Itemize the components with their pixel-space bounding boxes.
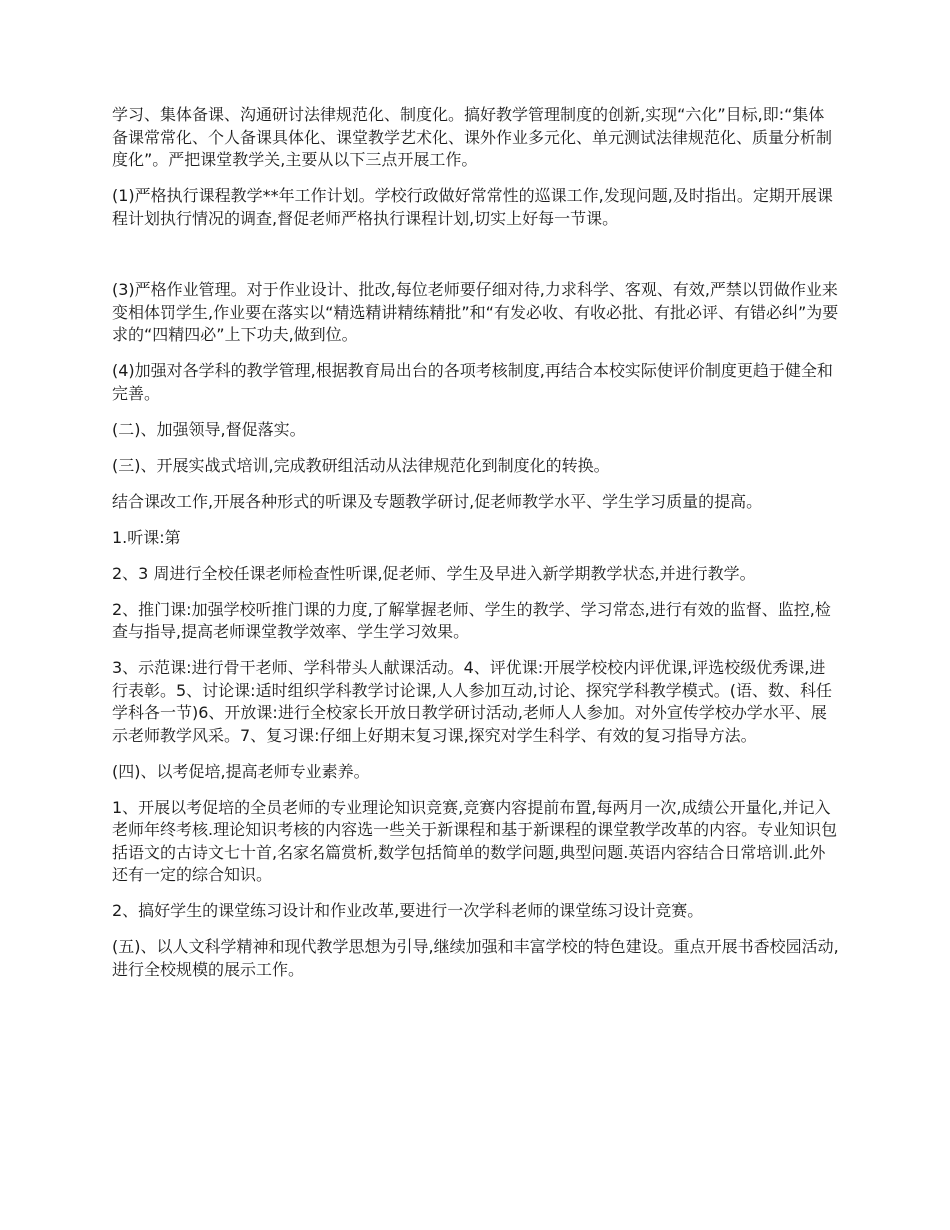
section-heading-2: (二)、加强领导,督促落实。: [112, 419, 306, 439]
section-heading-4: (四)、以考促培,提高老师专业素养。: [112, 761, 370, 781]
paragraph-lesson-observation: 1.听课:第: [112, 527, 181, 547]
paragraph-lesson-types: 3、示范课:进行骨干老师、学科带头人献课活动。4、评优课:开展学校校内评优课,评选校级优秀课,进行表彰。5、讨论课:适时组织学科教学讨论课,人人参加互动,讨论、探究学科教学模式。(语、数、科任学科各一节)6、开放课:进行全校家长开放日教学研讨活动,老师人人参加。对外宣传学校办学水平、展示老师教学风采。7、复习课:仔细上好期末复习课,探究对学生科学、有效的复习指导方法。: [112, 658, 832, 745]
section-heading-3: (三)、开展实战式培训,完成教研组活动从法律规范化到制度化的转换。: [112, 455, 610, 475]
paragraph-item-1: (1)严格执行课程教学**年工作计划。学校行政做好常常性的巡课工作,发现问题,及时指出。定期开展课程计划执行情况的调查,督促老师严格执行课程计划,切实上好每一节课。: [112, 186, 833, 228]
section-heading-5: (五)、以人文科学精神和现代教学思想为引导,继续加强和丰富学校的特色建设。重点开展书香校园活动,进行全校规模的展示工作。: [112, 937, 839, 979]
paragraph-drop-in-lessons: 2、推门课:加强学校听推门课的力度,了解掌握老师、学生的教学、学习常态,进行有效的监督、监控,检查与指导,提高老师课堂教学效率、学生学习效果。: [112, 599, 831, 641]
paragraph-teaching-management: 学习、集体备课、沟通研讨法律规范化、制度化。搞好教学管理制度的创新,实现“六化”目标,即:“集体备课常常化、个人备课具体化、课堂教学艺术化、课外作业多元化、单元测试法律规范化、质量分析制度化”。严把课堂教学关,主要从以下三点开展工作。: [112, 105, 833, 169]
paragraph-exercise-design: 2、搞好学生的课堂练习设计和作业改革,要进行一次学科老师的课堂练习设计竞赛。: [112, 901, 704, 920]
paragraph-item-3: (3)严格作业管理。对于作业设计、批改,每位老师要仔细对待,力求科学、客观、有效,严禁以罚做作业来变相体罚学生,作业要在落实以“精选精讲精练精批”和“有发必收、有收必批、有批必评、有错必纠”为要求的“四精四必”上下功夫,做到位。: [112, 280, 839, 344]
document-page: [112, 104, 840, 995]
paragraph-knowledge-contest: 1、开展以考促培的全员老师的专业理论知识竞赛,竞赛内容提前布置,每两月一次,成绩公开量化,并记入老师年终考核.理论知识考核的内容选一些关于新课程和基于新课程的课堂教学改革的内容。专业知识包括语文的古诗文七十首,名家名篇赏析,数学包括简单的数学问题,典型问题.英语内容结合日常培训.此外还有一定的综合知识。: [112, 797, 838, 884]
paragraph-week-check: 2、3 周进行全校任课老师检查性听课,促老师、学生及早进入新学期教学状态,并进行教学。: [112, 563, 756, 583]
paragraph-curriculum-reform: 结合课改工作,开展各种形式的听课及专题教学研讨,促老师教学水平、学生学习质量的提高。: [112, 491, 763, 511]
paragraph-item-4: (4)加强对各学科的教学管理,根据教育局出台的各项考核制度,再结合本校实际使评价制度更趋于健全和完善。: [112, 361, 833, 403]
